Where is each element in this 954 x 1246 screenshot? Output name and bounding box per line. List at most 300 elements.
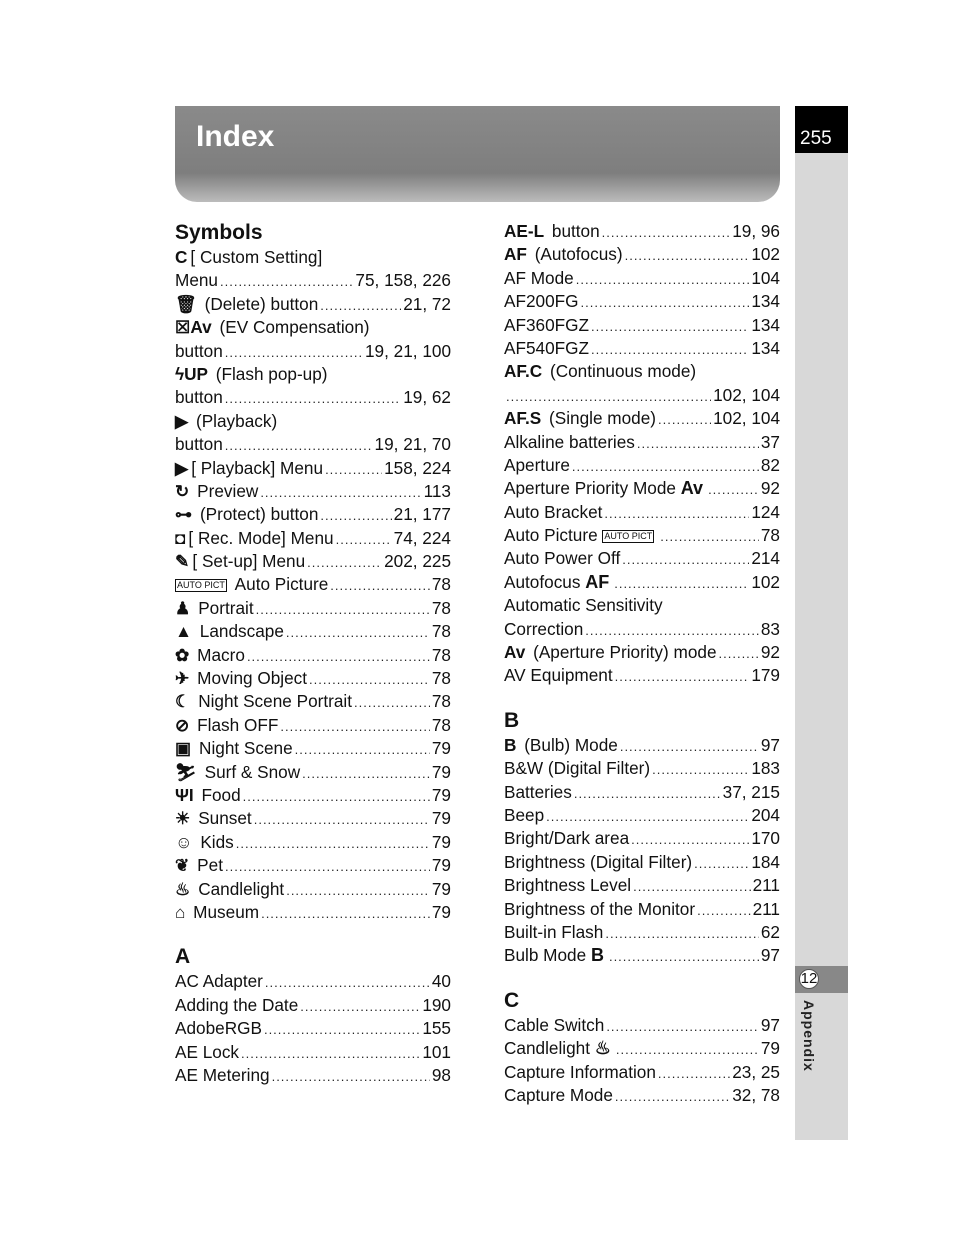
page-reference: 82 bbox=[760, 454, 780, 475]
entry-text: [ Rec. Mode] Menu bbox=[188, 527, 334, 548]
entry-text: Adding the Date bbox=[175, 994, 299, 1015]
entry-label bbox=[175, 970, 263, 993]
page-reference: 97 bbox=[760, 1014, 780, 1035]
entry-label bbox=[504, 1037, 614, 1060]
entry-text: (Aperture Priority) mode bbox=[528, 642, 717, 663]
index-entry bbox=[504, 618, 780, 641]
night-scene-icon: ▣ bbox=[175, 738, 192, 759]
entry-text: Capture Mode bbox=[504, 1084, 613, 1105]
page-reference: 78 bbox=[431, 574, 451, 595]
entry-text: Autofocus bbox=[504, 571, 586, 592]
entry-text: Alkaline batteries bbox=[504, 431, 635, 452]
entry-text: AF200FG bbox=[504, 291, 579, 312]
index-entry bbox=[504, 454, 780, 477]
surf-snow-icon: ⛷ bbox=[175, 761, 197, 782]
entry-label bbox=[175, 1041, 239, 1064]
entry-label bbox=[175, 807, 252, 830]
page-reference: 78 bbox=[431, 644, 451, 665]
camera-icon: ◘ bbox=[175, 527, 186, 548]
page-number: 255 bbox=[800, 128, 832, 149]
page-reference: 202, 225 bbox=[384, 551, 451, 572]
page-reference: 79 bbox=[431, 738, 451, 759]
page-reference: 92 bbox=[760, 642, 780, 663]
entry-inline-icon: AF bbox=[585, 571, 610, 592]
dot-leader bbox=[605, 921, 759, 945]
dot-leader bbox=[574, 781, 721, 805]
dot-leader bbox=[697, 898, 751, 922]
entry-label bbox=[504, 781, 572, 804]
dot-leader bbox=[591, 337, 749, 361]
entry-text: (Autofocus) bbox=[529, 244, 623, 265]
page-reference: 113 bbox=[423, 480, 451, 501]
entry-label bbox=[504, 1084, 613, 1107]
entry-label bbox=[504, 1014, 604, 1037]
museum-icon: ⌂ bbox=[175, 901, 186, 922]
dot-leader bbox=[609, 944, 759, 968]
entry-label bbox=[504, 431, 635, 454]
entry-inline-icon: B bbox=[590, 945, 604, 966]
page-reference: 78 bbox=[431, 691, 451, 712]
index-entry bbox=[504, 944, 780, 967]
page-reference: 97 bbox=[760, 945, 780, 966]
page-reference: 170 bbox=[751, 828, 780, 849]
index-entry bbox=[175, 1064, 451, 1087]
entry-label bbox=[175, 761, 300, 784]
dot-leader bbox=[625, 243, 750, 267]
section-heading: A bbox=[175, 945, 191, 969]
dot-leader bbox=[604, 501, 749, 525]
entry-inline-icon: ♨ bbox=[594, 1038, 611, 1059]
page-reference: 204 bbox=[751, 804, 780, 825]
night-portrait-icon: ☾ bbox=[175, 691, 191, 712]
dot-leader bbox=[576, 267, 750, 291]
section-gap bbox=[175, 924, 451, 936]
av-icon: Av bbox=[504, 642, 526, 663]
entry-text: Pet bbox=[192, 855, 223, 876]
index-column-right bbox=[504, 220, 780, 1107]
page-reference: 79 bbox=[431, 808, 451, 829]
page-reference: 211 bbox=[752, 875, 780, 896]
dot-leader bbox=[320, 503, 391, 527]
page-number-box bbox=[795, 106, 848, 153]
index-entry bbox=[175, 293, 451, 316]
index-entry-line bbox=[175, 410, 451, 433]
entry-label bbox=[504, 547, 620, 570]
dot-leader bbox=[225, 340, 363, 364]
dot-leader bbox=[572, 454, 759, 478]
entry-label bbox=[504, 220, 600, 243]
index-entry bbox=[175, 550, 451, 573]
entry-label bbox=[175, 573, 328, 596]
entry-label bbox=[175, 480, 258, 503]
page-reference: 92 bbox=[760, 478, 780, 499]
dot-leader bbox=[633, 874, 751, 898]
page-reference: 97 bbox=[760, 734, 780, 755]
entry-text: AF540FGZ bbox=[504, 337, 590, 358]
pet-icon: ❦ bbox=[175, 855, 190, 876]
page-reference: 78 bbox=[760, 525, 780, 546]
key-icon: ⊶ bbox=[175, 504, 193, 525]
entry-label bbox=[175, 527, 334, 550]
page-reference: 62 bbox=[760, 921, 780, 942]
index-entry-line bbox=[175, 363, 451, 386]
entry-label bbox=[504, 921, 603, 944]
preview-icon: ↻ bbox=[175, 480, 190, 501]
page-reference: 98 bbox=[431, 1064, 451, 1085]
entry-text: AF Mode bbox=[504, 267, 574, 288]
page-reference: 155 bbox=[422, 1018, 451, 1039]
portrait-icon: ♟ bbox=[175, 597, 191, 618]
entry-text: Auto Picture bbox=[504, 525, 603, 546]
dot-leader bbox=[614, 571, 749, 595]
index-entry bbox=[504, 757, 780, 780]
entry-text: Flash OFF bbox=[192, 714, 279, 735]
entry-text: Night Scene bbox=[194, 738, 293, 759]
entry-label bbox=[175, 831, 234, 854]
sunset-icon: ☀ bbox=[175, 808, 191, 829]
dot-leader bbox=[615, 1084, 730, 1108]
index-entry bbox=[175, 620, 451, 643]
entry-label bbox=[175, 620, 284, 643]
dot-leader bbox=[606, 1014, 759, 1038]
page-reference: 158, 224 bbox=[384, 457, 451, 478]
entry-text: [ Set-up] Menu bbox=[192, 551, 306, 572]
entry-label bbox=[175, 667, 307, 690]
section-heading: B bbox=[504, 708, 520, 732]
entry-text: (Bulb) Mode bbox=[519, 734, 618, 755]
entry-text: (Delete) button bbox=[199, 293, 319, 314]
index-entry bbox=[175, 386, 451, 409]
entry-label bbox=[175, 269, 218, 292]
index-entry bbox=[175, 784, 451, 807]
page-reference: 37, 215 bbox=[722, 781, 780, 802]
entry-text: [ Custom Setting] bbox=[190, 247, 323, 267]
playback-icon: ▶ bbox=[175, 457, 189, 478]
entry-label bbox=[175, 644, 245, 667]
entry-text: AF360FGZ bbox=[504, 314, 590, 335]
dot-leader bbox=[225, 433, 373, 457]
food-icon: ΨI bbox=[175, 784, 194, 805]
entry-text: Aperture bbox=[504, 454, 570, 475]
page-reference: 74, 224 bbox=[393, 527, 451, 548]
dot-leader bbox=[330, 573, 430, 597]
page-reference: 78 bbox=[431, 621, 451, 642]
entry-label bbox=[504, 594, 663, 617]
index-entry bbox=[175, 1017, 451, 1040]
page-reference: 102 bbox=[751, 571, 780, 592]
index-entry-line bbox=[504, 360, 780, 383]
custom-setting-icon: C bbox=[175, 247, 188, 267]
page-reference: 32, 78 bbox=[732, 1084, 780, 1105]
auto-picture-icon: AUTO PICT bbox=[177, 580, 225, 591]
section-heading: Symbols bbox=[175, 221, 263, 244]
entry-text: Correction bbox=[504, 618, 584, 639]
chapter-label: Appendix bbox=[801, 1000, 817, 1072]
dot-leader bbox=[336, 527, 392, 551]
entry-label bbox=[504, 267, 574, 290]
page-reference: 190 bbox=[422, 994, 451, 1015]
dot-leader bbox=[302, 761, 430, 785]
entry-text: Surf & Snow bbox=[199, 761, 301, 782]
index-column-left bbox=[175, 220, 451, 1087]
section-gap bbox=[504, 968, 780, 980]
entry-label bbox=[504, 290, 579, 313]
page-reference: 101 bbox=[422, 1041, 451, 1062]
dot-leader bbox=[256, 597, 430, 621]
dot-leader bbox=[261, 901, 430, 925]
index-entry bbox=[504, 314, 780, 337]
entry-label bbox=[175, 994, 298, 1017]
dot-leader bbox=[658, 1061, 730, 1085]
entry-label bbox=[504, 757, 650, 780]
index-entry bbox=[175, 597, 451, 620]
entry-text: AV Equipment bbox=[504, 665, 613, 686]
entry-text: Batteries bbox=[504, 781, 572, 802]
dot-leader bbox=[236, 831, 430, 855]
entry-label bbox=[175, 854, 223, 877]
index-entry-line bbox=[175, 316, 451, 339]
entry-text: Brightness (Digital Filter) bbox=[504, 851, 693, 872]
entry-text: button bbox=[175, 340, 223, 361]
entry-label bbox=[175, 737, 293, 760]
page-reference: 78 bbox=[431, 597, 451, 618]
entry-label bbox=[504, 664, 613, 687]
dot-leader bbox=[307, 550, 382, 574]
entry-text: button bbox=[175, 387, 223, 408]
index-entry bbox=[175, 714, 451, 737]
index-entry bbox=[175, 457, 451, 480]
entry-text: AE Lock bbox=[175, 1041, 240, 1062]
entry-label bbox=[504, 501, 602, 524]
auto-picture-icon: AUTO PICT bbox=[604, 531, 653, 542]
ae-l-icon: AE-L bbox=[504, 221, 545, 241]
dot-leader bbox=[546, 804, 749, 828]
index-entry bbox=[504, 874, 780, 897]
dot-leader bbox=[652, 757, 749, 781]
page-reference: 21, 177 bbox=[393, 504, 451, 525]
index-entry bbox=[504, 290, 780, 313]
entry-text: Bulb Mode bbox=[504, 945, 591, 966]
page-reference: 102, 104 bbox=[713, 408, 780, 429]
dot-leader bbox=[286, 620, 430, 644]
page-reference: 23, 25 bbox=[732, 1061, 780, 1082]
dot-leader bbox=[602, 220, 731, 244]
entry-text: Auto Picture bbox=[230, 574, 329, 595]
entry-text: Candlelight bbox=[193, 878, 285, 899]
entry-label bbox=[504, 944, 607, 967]
index-entry bbox=[175, 503, 451, 526]
page-reference: 124 bbox=[751, 501, 780, 522]
entry-text: button bbox=[175, 434, 223, 455]
index-entry bbox=[504, 898, 780, 921]
index-entry bbox=[504, 664, 780, 687]
candlelight-icon: ♨ bbox=[175, 878, 191, 899]
index-entry bbox=[504, 851, 780, 874]
dot-leader bbox=[254, 807, 430, 831]
entry-text: Cable Switch bbox=[504, 1014, 605, 1035]
page-reference: 19, 21, 70 bbox=[374, 434, 451, 455]
page-reference: 37 bbox=[760, 431, 780, 452]
entry-text: Night Scene Portrait bbox=[193, 691, 353, 712]
entry-label bbox=[504, 874, 631, 897]
af-icon: AF bbox=[504, 244, 527, 265]
index-entry-line bbox=[175, 246, 451, 269]
entry-label bbox=[504, 851, 692, 874]
dot-leader bbox=[260, 480, 421, 504]
page-reference: 79 bbox=[431, 831, 451, 852]
entry-label bbox=[504, 898, 695, 921]
dot-leader bbox=[241, 1041, 420, 1065]
dot-leader bbox=[286, 878, 430, 902]
entry-text: (Single mode) bbox=[544, 408, 657, 429]
page-reference: 134 bbox=[751, 337, 780, 358]
entry-text: Sunset bbox=[193, 808, 252, 829]
moving-object-icon: ✈ bbox=[175, 668, 190, 689]
entry-label bbox=[175, 1064, 270, 1087]
entry-text: (Protect) button bbox=[195, 504, 319, 525]
entry-text: AE Metering bbox=[175, 1064, 270, 1085]
entry-label bbox=[175, 690, 352, 713]
page-reference: 79 bbox=[431, 878, 451, 899]
page-reference: 134 bbox=[751, 314, 780, 335]
dot-leader bbox=[694, 851, 749, 875]
page-reference: 79 bbox=[431, 784, 451, 805]
index-entry bbox=[175, 970, 451, 993]
index-entry bbox=[504, 431, 780, 454]
entry-label bbox=[504, 314, 589, 337]
page-title: Index bbox=[196, 120, 275, 153]
entry-label bbox=[175, 1017, 262, 1040]
index-entry bbox=[504, 571, 780, 594]
index-entry bbox=[175, 480, 451, 503]
entry-label bbox=[504, 454, 570, 477]
page-reference: 183 bbox=[751, 758, 780, 779]
page-reference: 102 bbox=[751, 244, 780, 265]
index-entry bbox=[504, 477, 780, 500]
bulb-icon: B bbox=[504, 734, 517, 755]
page-reference: 179 bbox=[751, 665, 780, 686]
index-entry bbox=[504, 641, 780, 664]
entry-text: Museum bbox=[188, 901, 260, 922]
index-entry bbox=[175, 433, 451, 456]
index-entry bbox=[504, 384, 780, 407]
entry-text: Kids bbox=[195, 831, 234, 852]
index-header-banner bbox=[175, 106, 780, 202]
entry-label bbox=[175, 363, 328, 386]
entry-text: (Continuous mode) bbox=[545, 361, 697, 382]
page-reference: 102, 104 bbox=[713, 384, 780, 405]
index-entry bbox=[175, 994, 451, 1017]
dot-leader bbox=[243, 784, 430, 808]
entry-text: Brightness Level bbox=[504, 875, 632, 896]
dot-leader bbox=[660, 524, 759, 548]
entry-text: Food bbox=[196, 784, 241, 805]
dot-leader bbox=[264, 1017, 420, 1041]
index-entry bbox=[175, 644, 451, 667]
dot-leader bbox=[622, 547, 749, 571]
index-entry bbox=[175, 527, 451, 550]
dot-leader bbox=[300, 994, 420, 1018]
index-entry bbox=[175, 854, 451, 877]
entry-text: Built-in Flash bbox=[504, 921, 604, 942]
macro-icon: ✿ bbox=[175, 644, 190, 665]
index-entry bbox=[504, 267, 780, 290]
page-reference: 78 bbox=[431, 714, 451, 735]
page-reference: 79 bbox=[431, 855, 451, 876]
index-entry bbox=[504, 1061, 780, 1084]
entry-text: Bright/Dark area bbox=[504, 828, 630, 849]
entry-inline-icon: Av bbox=[680, 478, 704, 499]
entry-label bbox=[175, 784, 241, 807]
page-reference: 104 bbox=[751, 267, 780, 288]
entry-text: Landscape bbox=[195, 621, 284, 642]
entry-label bbox=[175, 878, 284, 901]
dot-leader bbox=[585, 618, 759, 642]
entry-label bbox=[504, 407, 656, 430]
dot-leader bbox=[295, 737, 430, 761]
ev-compensation-icon: ☒Av bbox=[175, 317, 212, 338]
index-entry bbox=[504, 1014, 780, 1037]
index-entry bbox=[175, 269, 451, 292]
entry-label bbox=[504, 477, 706, 500]
entry-text: Menu bbox=[175, 270, 218, 291]
dot-leader bbox=[225, 386, 401, 410]
page-reference: 40 bbox=[431, 971, 451, 992]
trash-icon: 🗑 bbox=[175, 293, 197, 314]
entry-label bbox=[504, 243, 623, 266]
entry-label bbox=[175, 293, 318, 316]
entry-label bbox=[175, 386, 223, 409]
entry-label bbox=[504, 618, 583, 641]
entry-label bbox=[504, 571, 612, 594]
entry-text: [ Playback] Menu bbox=[191, 457, 324, 478]
entry-label bbox=[175, 550, 305, 573]
entry-label bbox=[504, 360, 696, 383]
page-reference: 83 bbox=[760, 618, 780, 639]
index-entry bbox=[175, 831, 451, 854]
dot-leader bbox=[272, 1064, 430, 1088]
page-reference: 75, 158, 226 bbox=[355, 270, 451, 291]
dot-leader bbox=[631, 827, 749, 851]
dot-leader bbox=[506, 384, 711, 408]
entry-text: button bbox=[547, 221, 600, 241]
entry-label bbox=[504, 734, 618, 757]
index-entry bbox=[175, 737, 451, 760]
entry-text: Portrait bbox=[193, 597, 254, 618]
entry-text: Auto Power Off bbox=[504, 548, 621, 569]
entry-label bbox=[504, 337, 589, 360]
index-entry bbox=[175, 667, 451, 690]
kids-icon: ☺ bbox=[175, 831, 193, 852]
entry-text: B&W (Digital Filter) bbox=[504, 758, 651, 779]
page-reference: 211 bbox=[752, 898, 780, 919]
entry-label bbox=[175, 597, 254, 620]
index-entry bbox=[504, 220, 780, 243]
dot-leader bbox=[220, 269, 353, 293]
page-reference: 184 bbox=[751, 851, 780, 872]
section-gap bbox=[504, 688, 780, 700]
index-entry bbox=[175, 901, 451, 924]
entry-label bbox=[504, 827, 629, 850]
entry-label bbox=[504, 1061, 656, 1084]
flash-off-icon: ⊘ bbox=[175, 714, 190, 735]
entry-text: (EV Compensation) bbox=[214, 317, 370, 338]
entry-text: Macro bbox=[192, 644, 245, 665]
dot-leader bbox=[354, 690, 430, 714]
page-reference: 19, 96 bbox=[732, 221, 780, 241]
af-s-icon: AF.S bbox=[504, 408, 542, 429]
index-entry bbox=[504, 243, 780, 266]
